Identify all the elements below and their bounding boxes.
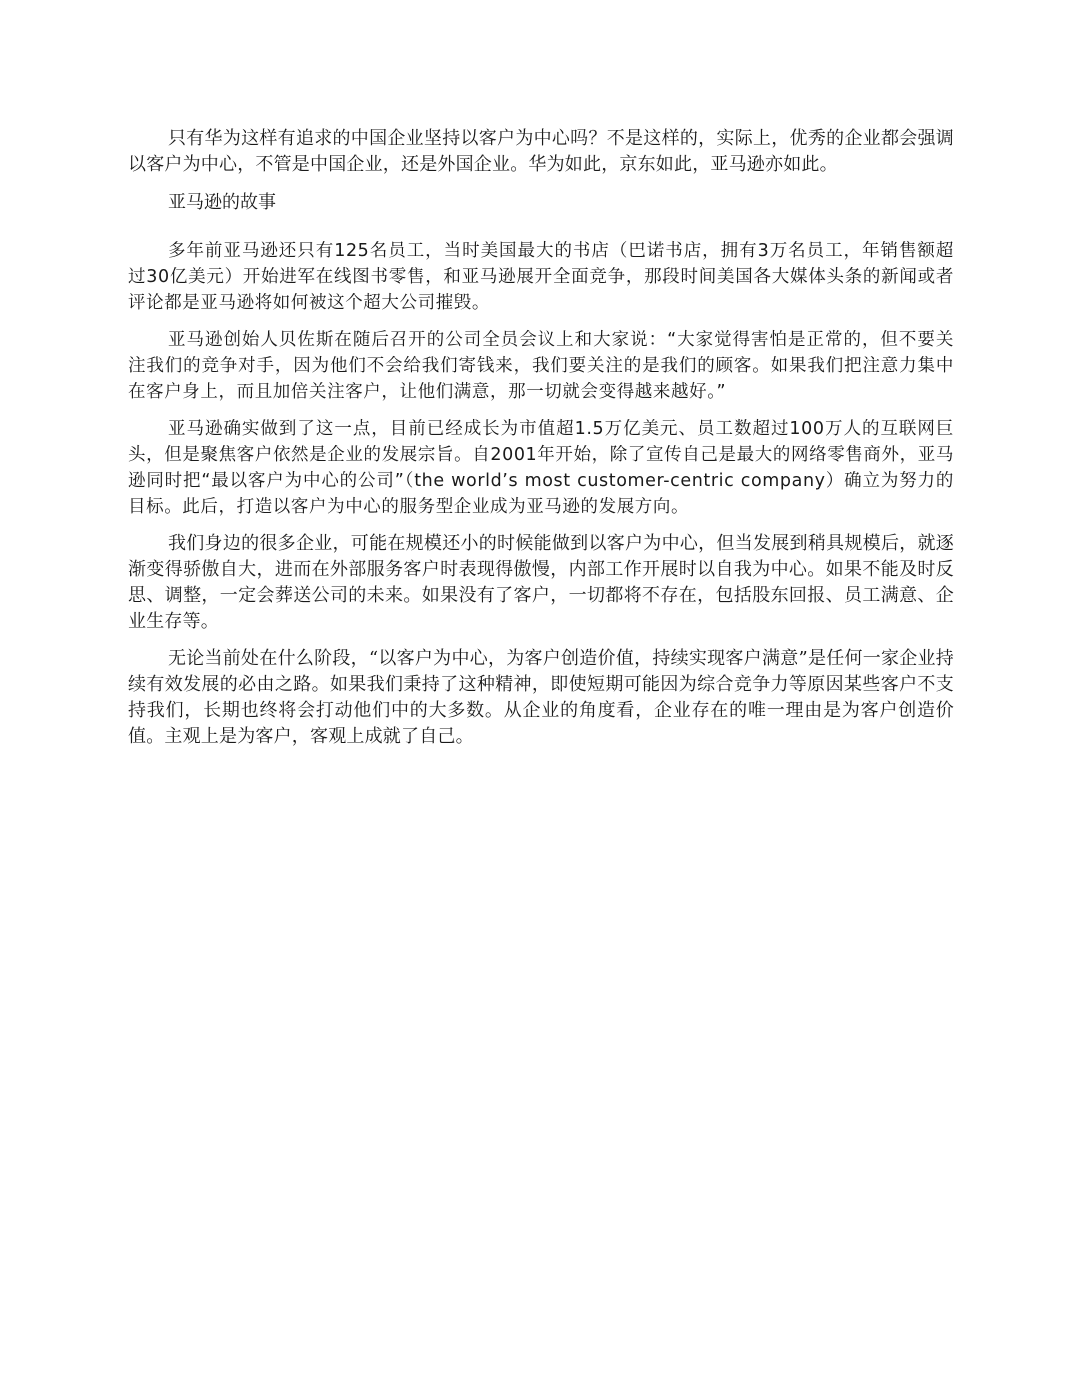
paragraph-amazon-growth: 亚马逊确实做到了这一点，目前已经成长为市值超1.5万亿美元、员工数超过100万人的互联网巨头，但是聚焦客户依然是企业的发展宗旨。自2001年开始，除了宣传自己是最大的网络零售商外，亚马逊同时把“最以客户为中心的公司”（the world’s most customer-centric company）确立为努力的目标。此后，打造以客户为中心的服务型企业成为亚马逊的发展方向。 (128, 419, 954, 517)
paragraph-conclusion: 无论当前处在什么阶段，“以客户为中心，为客户创造价值，持续实现客户满意”是任何一家企业持续有效发展的必由之路。如果我们秉持了这种精神，即使短期可能因为综合竞争力等原因某些客户不支持我们，长期也终将会打动他们中的大多数。从企业的角度看，企业存在的唯一理由是为客户创造价值。主观上是为客户，客观上成就了自己。 (128, 648, 954, 747)
paragraph-intro: 只有华为这样有追求的中国企业坚持以客户为中心吗？不是这样的，实际上，优秀的企业都会强调以客户为中心，不管是中国企业，还是外国企业。华为如此，京东如此，亚马逊亦如此。 (128, 128, 954, 175)
document-body (128, 126, 954, 750)
section-heading: 亚马逊的故事 (168, 192, 276, 213)
paragraph-companies-arrogance: 我们身边的很多企业，可能在规模还小的时候能做到以客户为中心，但当发展到稍具规模后，就逐渐变得骄傲自大，进而在外部服务客户时表现得傲慢，内部工作开展时以自我为中心。如果不能及时反思、调整，一定会葬送公司的未来。如果没有了客户，一切都将不存在，包括股东回报、员工满意、企业生存等。 (128, 533, 954, 632)
paragraph-bezos-quote: 亚马逊创始人贝佐斯在随后召开的公司全员会议上和大家说：“大家觉得害怕是正常的，但不要关注我们的竞争对手，因为他们不会给我们寄钱来，我们要关注的是我们的顾客。如果我们把注意力集中在客户身上，而且加倍关注客户，让他们满意，那一切就会变得越来越好。” (128, 330, 954, 402)
paragraph-amazon-history: 多年前亚马逊还只有125名员工，当时美国最大的书店（巴诺书店，拥有3万名员工，年销售额超过30亿美元）开始进军在线图书零售，和亚马逊展开全面竞争，那段时间美国各大媒体头条的新闻或者评论都是亚马逊将如何被这个超大公司摧毁。 (128, 241, 954, 313)
